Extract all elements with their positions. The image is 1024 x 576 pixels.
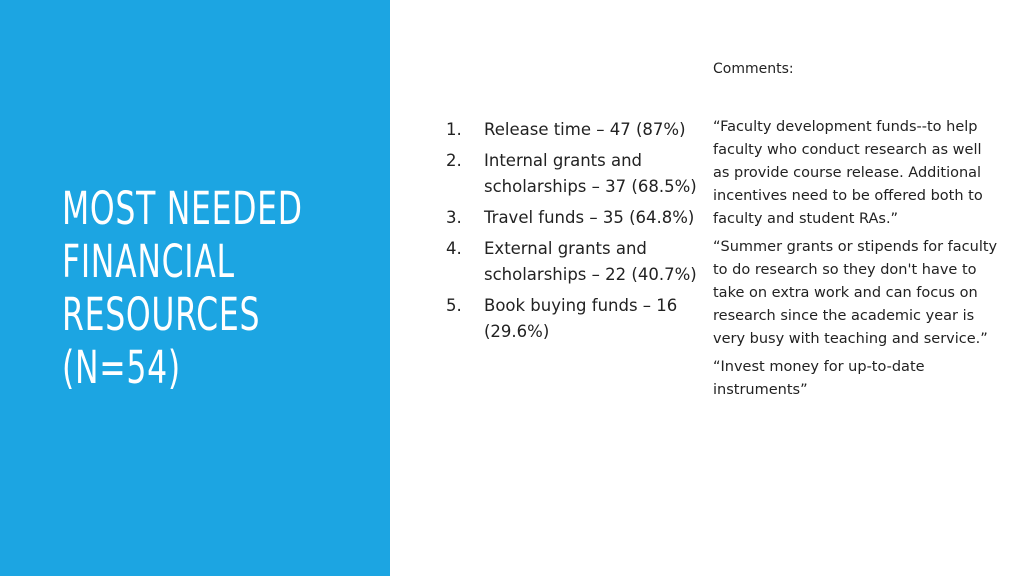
list-text: Travel funds – 35 (64.8%) (484, 208, 695, 227)
title-panel (0, 0, 390, 576)
title-line: FINANCIAL (62, 235, 235, 288)
slide-title (62, 182, 303, 394)
list-text: External grants and scholarships – 22 (40.7%) (484, 239, 697, 284)
title-line: (N=54) (62, 341, 181, 394)
list-text: Book buying funds – 16 (29.6%) (484, 296, 678, 341)
list-number: 2. (446, 151, 462, 170)
comments-block (713, 116, 998, 407)
list-number: 5. (446, 296, 462, 315)
list-item (446, 117, 698, 143)
title-line: RESOURCES (62, 288, 261, 341)
comment-quote: “Faculty development funds--to help faculty who conduct research as well as provide course release. Additional incentives need to be offered both to faculty and student RAs.” (713, 119, 983, 227)
title-line: MOST NEEDED (62, 182, 303, 235)
list-number: 4. (446, 239, 462, 258)
list-text: Release time – 47 (87%) (484, 120, 686, 139)
comment-quote: “Invest money for up-to-date instruments” (713, 359, 925, 398)
comment-quote: “Summer grants or stipends for faculty to do research so they don't have to take on extra work and can focus on research since the academic year is very busy with teaching and service.” (713, 239, 998, 347)
list-text: Internal grants and scholarships – 37 (68.5%) (484, 151, 697, 196)
list-item (446, 293, 698, 345)
resource-list (446, 117, 698, 350)
list-item (446, 148, 698, 200)
list-number: 1. (446, 120, 462, 139)
list-number: 3. (446, 208, 462, 227)
list-item (446, 236, 698, 288)
list-item (446, 205, 698, 231)
comments-heading: Comments: (713, 61, 794, 77)
